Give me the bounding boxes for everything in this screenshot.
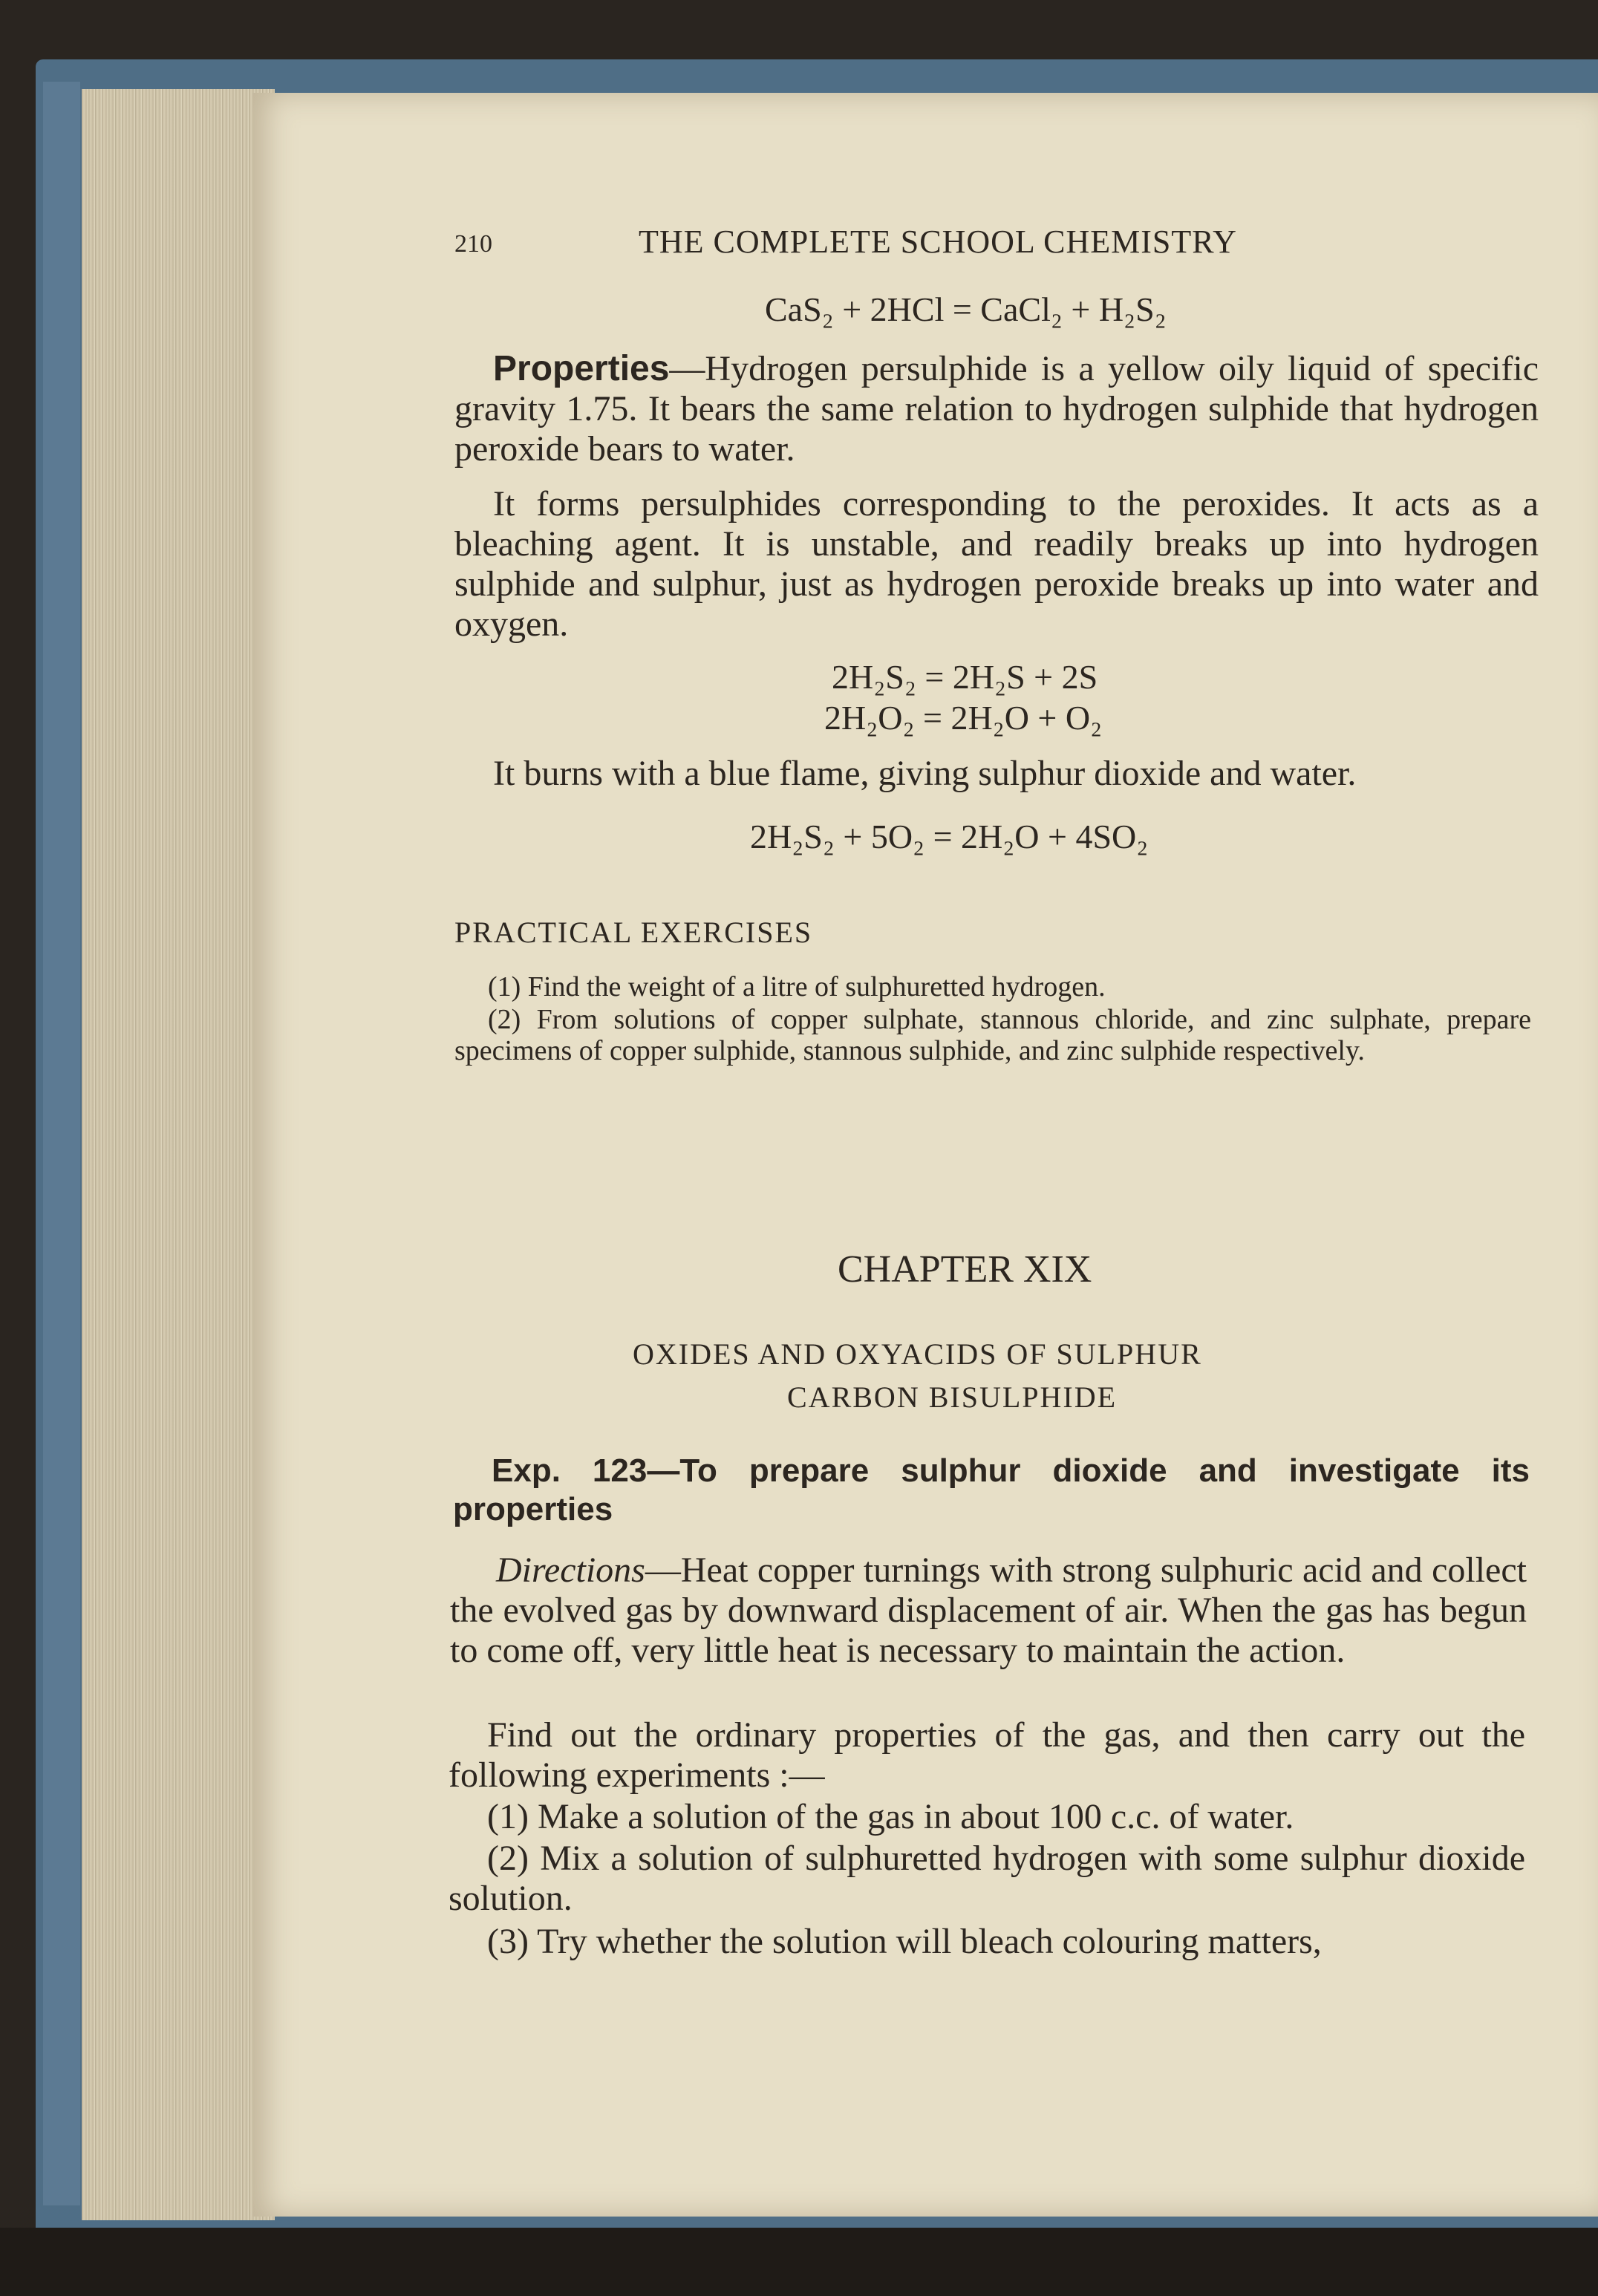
experiment-step-1: (1) Make a solution of the gas in about 100 c.c. of water.: [487, 1797, 1294, 1836]
equation-4: 2H₂S₂ + 5O₂ = 2H₂O + 4SO₂: [750, 818, 1149, 855]
chapter-subtitle-2: CARBON BISULPHIDE: [787, 1380, 1118, 1414]
directions-text: —Heat copper turnings with strong sulphuric acid and collect the evolved gas by downward displacement of air. When the gas has begun to come off, very little heat is necessary to maintain the action.: [450, 1550, 1527, 1670]
page-number: 210: [454, 230, 492, 258]
chapter-title: CHAPTER XIX: [838, 1248, 1092, 1291]
practical-item-2: (2) From solutions of copper sulphate, stannous chloride, and zinc sulphate, prepare specimens of copper sulphide, stannous sulphide, and zinc sulphide respectively.: [454, 1004, 1531, 1066]
book-spine-edge: [43, 82, 80, 2205]
practical-item-1: (1) Find the weight of a litre of sulphuretted hydrogen.: [488, 971, 1106, 1002]
background-strip: [0, 2228, 1598, 2296]
properties-paragraph: [454, 349, 1539, 469]
properties-label: Properties: [493, 349, 670, 388]
directions-paragraph: [450, 1550, 1527, 1671]
directions-label: Directions: [496, 1550, 645, 1590]
equation-1: CaS₂ + 2HCl = CaCl₂ + H₂S₂: [765, 290, 1167, 328]
properties-text: —Hydrogen persulphide is a yellow oily liquid of specific gravity 1.75. It bears the same relation to hydrogen sulphide that hydrogen peroxide bears to water.: [454, 349, 1539, 469]
experiment-step-3: (3) Try whether the solution will bleach colouring matters,: [487, 1922, 1322, 1961]
experiment-step-2: (2) Mix a solution of sulphuretted hydrogen with some sulphur dioxide solution.: [449, 1839, 1525, 1918]
persulphide-paragraph: It forms persulphides corresponding to the peroxides. It acts as a bleaching agent. It is unstable, and readily breaks up into hydrogen sulphide and sulphur, just as hydrogen peroxide breaks up into water and oxygen.: [454, 484, 1539, 644]
practical-heading: PRACTICAL EXERCISES: [454, 916, 813, 949]
experiment-heading: Exp. 123—To prepare sulphur dioxide and investigate its properties: [453, 1452, 1530, 1527]
equation-2: 2H₂S₂ = 2H₂S + 2S: [832, 658, 1098, 696]
experiments-intro: Find out the ordinary properties of the gas, and then carry out the following experiments :—: [449, 1715, 1525, 1795]
page-edges: [82, 89, 275, 2220]
running-title: THE COMPLETE SCHOOL CHEMISTRY: [639, 224, 1237, 260]
chapter-subtitle-1: OXIDES AND OXYACIDS OF SULPHUR: [633, 1337, 1202, 1371]
equation-3: 2H₂O₂ = 2H₂O + O₂: [824, 699, 1103, 737]
burns-paragraph: It burns with a blue flame, giving sulphur dioxide and water.: [493, 754, 1357, 793]
